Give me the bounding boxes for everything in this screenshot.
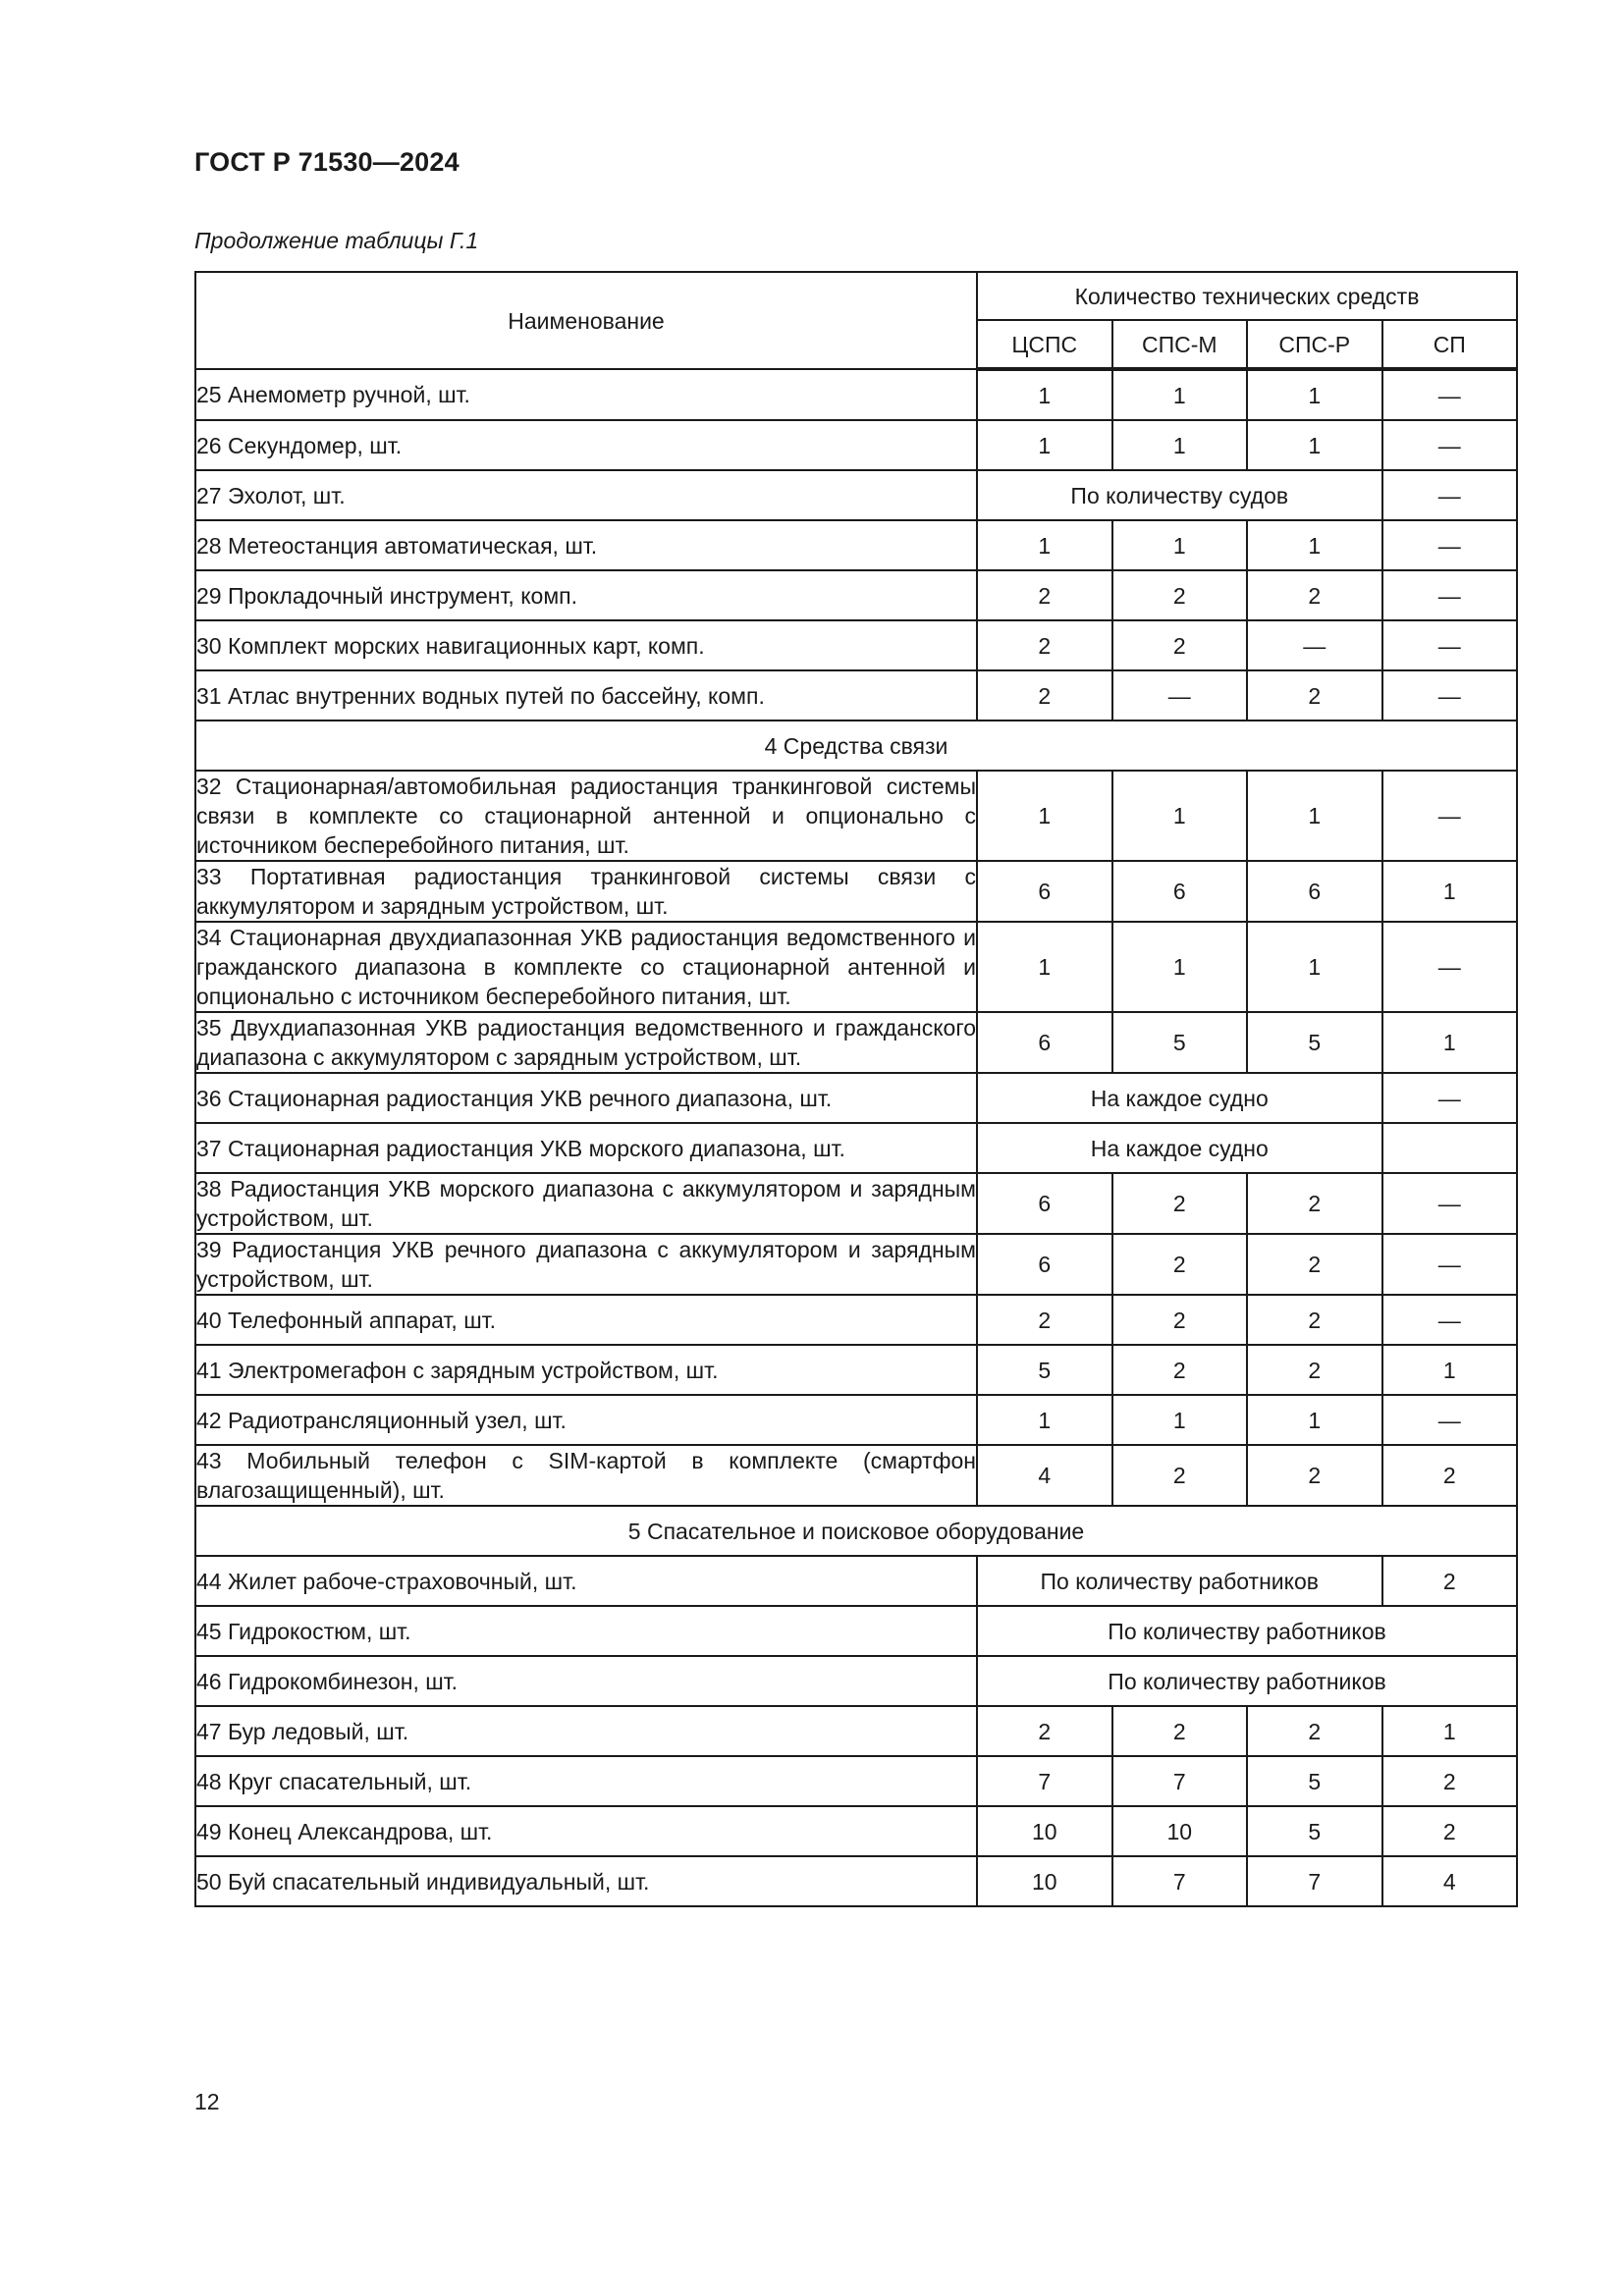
table-row xyxy=(195,1012,1517,1073)
section-row xyxy=(195,721,1517,771)
quantity-cell: На каждое судно xyxy=(977,1123,1382,1173)
item-name: 30 Комплект морских навигационных карт, комп. xyxy=(195,620,977,670)
item-name: 35 Двухдиапазонная УКВ радиостанция ведомственного и гражданского диапазона с аккумулятором с зарядным устройством, шт. xyxy=(195,1012,977,1073)
quantity-cell: 2 xyxy=(1382,1445,1518,1506)
quantity-cell: 2 xyxy=(1247,670,1382,721)
item-name: 28 Метеостанция автоматическая, шт. xyxy=(195,520,977,570)
item-name: 49 Конец Александрова, шт. xyxy=(195,1806,977,1856)
quantity-cell: 1 xyxy=(1247,369,1382,420)
table-row xyxy=(195,1123,1517,1173)
item-name: 48 Круг спасательный, шт. xyxy=(195,1756,977,1806)
quantity-cell: 2 xyxy=(1112,570,1248,620)
table-row xyxy=(195,1395,1517,1445)
quantity-cell: 7 xyxy=(1112,1756,1248,1806)
quantity-cell: 5 xyxy=(1247,1012,1382,1073)
quantity-cell: 2 xyxy=(1247,570,1382,620)
table-row xyxy=(195,922,1517,1012)
quantity-cell: — xyxy=(1112,670,1248,721)
quantity-cell: — xyxy=(1382,670,1518,721)
quantity-cell: 2 xyxy=(1247,1234,1382,1295)
quantity-cell: 1 xyxy=(1112,369,1248,420)
quantity-cell: 1 xyxy=(977,520,1112,570)
table-row xyxy=(195,861,1517,922)
item-name: 40 Телефонный аппарат, шт. xyxy=(195,1295,977,1345)
quantity-cell: 1 xyxy=(1382,1345,1518,1395)
header-sps-m: СПС-М xyxy=(1112,320,1248,369)
quantity-cell: 1 xyxy=(1247,771,1382,861)
table-caption: Продолжение таблицы Г.1 xyxy=(194,228,479,253)
item-name: 36 Стационарная радиостанция УКВ речного диапазона, шт. xyxy=(195,1073,977,1123)
quantity-cell: 2 xyxy=(977,570,1112,620)
quantity-cell: 2 xyxy=(1247,1173,1382,1234)
item-name: 29 Прокладочный инструмент, комп. xyxy=(195,570,977,620)
quantity-cell: 2 xyxy=(977,620,1112,670)
item-name: 39 Радиостанция УКВ речного диапазона с аккумулятором и зарядным устройством, шт. xyxy=(195,1234,977,1295)
header-sp: СП xyxy=(1382,320,1518,369)
table-row xyxy=(195,520,1517,570)
quantity-cell: 10 xyxy=(1112,1806,1248,1856)
item-name: 34 Стационарная двухдиапазонная УКВ радиостанция ведомственного и гражданского диапазона в комплекте со стационарной антенной и опционально с источником бесперебойного питания, шт. xyxy=(195,922,977,1012)
quantity-cell xyxy=(1382,1123,1518,1173)
quantity-cell: 2 xyxy=(1247,1706,1382,1756)
item-name: 25 Анемометр ручной, шт. xyxy=(195,369,977,420)
table-row xyxy=(195,771,1517,861)
quantity-cell: 6 xyxy=(977,1173,1112,1234)
item-name: 37 Стационарная радиостанция УКВ морского диапазона, шт. xyxy=(195,1123,977,1173)
quantity-cell: 5 xyxy=(1247,1756,1382,1806)
quantity-cell: 1 xyxy=(1112,771,1248,861)
quantity-cell: — xyxy=(1382,1395,1518,1445)
quantity-cell: 1 xyxy=(1112,922,1248,1012)
item-name: 33 Портативная радиостанция транкинговой системы связи с аккумулятором и зарядным устройством, шт. xyxy=(195,861,977,922)
item-name: 44 Жилет рабоче-страховочный, шт. xyxy=(195,1556,977,1606)
quantity-cell: 1 xyxy=(1247,520,1382,570)
document-code: ГОСТ Р 71530—2024 xyxy=(194,147,460,177)
quantity-cell: 2 xyxy=(1112,1173,1248,1234)
table-row xyxy=(195,1706,1517,1756)
quantity-cell: 1 xyxy=(1112,420,1248,470)
quantity-cell: 1 xyxy=(1112,1395,1248,1445)
table-row xyxy=(195,1606,1517,1656)
quantity-cell: — xyxy=(1382,420,1518,470)
quantity-cell: 2 xyxy=(1112,620,1248,670)
quantity-cell: 2 xyxy=(977,670,1112,721)
quantity-cell: — xyxy=(1382,771,1518,861)
quantity-cell: По количеству работников xyxy=(977,1656,1517,1706)
table-row xyxy=(195,1756,1517,1806)
quantity-cell: По количеству работников xyxy=(977,1606,1517,1656)
quantity-cell: 2 xyxy=(1112,1445,1248,1506)
table-row xyxy=(195,1856,1517,1906)
page-number: 12 xyxy=(194,2089,220,2114)
quantity-cell: — xyxy=(1382,922,1518,1012)
quantity-cell: 1 xyxy=(1247,922,1382,1012)
quantity-cell: По количеству работников xyxy=(977,1556,1382,1606)
quantity-cell: — xyxy=(1382,1173,1518,1234)
table-row xyxy=(195,1806,1517,1856)
quantity-cell: 10 xyxy=(977,1856,1112,1906)
quantity-cell: 7 xyxy=(1112,1856,1248,1906)
quantity-cell: 2 xyxy=(1382,1806,1518,1856)
table-row xyxy=(195,1295,1517,1345)
section-title: 5 Спасательное и поисковое оборудование xyxy=(195,1506,1517,1556)
quantity-cell: 1 xyxy=(1112,520,1248,570)
quantity-cell: 2 xyxy=(1112,1345,1248,1395)
table-row xyxy=(195,369,1517,420)
quantity-cell: 1 xyxy=(1382,1706,1518,1756)
table-body xyxy=(195,369,1517,1906)
table-row xyxy=(195,1345,1517,1395)
table-row xyxy=(195,1073,1517,1123)
quantity-cell: 2 xyxy=(1112,1706,1248,1756)
quantity-cell: На каждое судно xyxy=(977,1073,1382,1123)
item-name: 26 Секундомер, шт. xyxy=(195,420,977,470)
quantity-cell: 1 xyxy=(977,771,1112,861)
section-row xyxy=(195,1506,1517,1556)
quantity-cell: 6 xyxy=(1112,861,1248,922)
quantity-cell: 4 xyxy=(977,1445,1112,1506)
header-name: Наименование xyxy=(195,272,977,369)
quantity-cell: 7 xyxy=(1247,1856,1382,1906)
quantity-cell: 2 xyxy=(1247,1445,1382,1506)
quantity-cell: 2 xyxy=(1247,1345,1382,1395)
table-row xyxy=(195,670,1517,721)
quantity-cell: — xyxy=(1382,520,1518,570)
table-row xyxy=(195,1445,1517,1506)
quantity-cell: 1 xyxy=(1247,420,1382,470)
table-row xyxy=(195,470,1517,520)
quantity-cell: 6 xyxy=(977,1012,1112,1073)
table-row xyxy=(195,420,1517,470)
equipment-table xyxy=(194,271,1518,1907)
quantity-cell: 5 xyxy=(1247,1806,1382,1856)
quantity-cell: 2 xyxy=(977,1706,1112,1756)
quantity-cell: 1 xyxy=(1247,1395,1382,1445)
quantity-cell: 2 xyxy=(1247,1295,1382,1345)
item-name: 45 Гидрокостюм, шт. xyxy=(195,1606,977,1656)
quantity-cell: — xyxy=(1382,1234,1518,1295)
item-name: 27 Эхолот, шт. xyxy=(195,470,977,520)
quantity-cell: — xyxy=(1382,369,1518,420)
quantity-cell: 1 xyxy=(977,369,1112,420)
quantity-cell: 2 xyxy=(977,1295,1112,1345)
quantity-cell: 2 xyxy=(1112,1234,1248,1295)
quantity-cell: 1 xyxy=(977,922,1112,1012)
quantity-cell: — xyxy=(1382,620,1518,670)
table-row xyxy=(195,620,1517,670)
quantity-cell: — xyxy=(1247,620,1382,670)
quantity-cell: — xyxy=(1382,570,1518,620)
item-name: 41 Электромегафон с зарядным устройством, шт. xyxy=(195,1345,977,1395)
item-name: 32 Стационарная/автомобильная радиостанция транкинговой системы связи в комплекте со стационарной антенной и опционально с источником бесперебойного питания, шт. xyxy=(195,771,977,861)
table-row xyxy=(195,1234,1517,1295)
header-quantity-group: Количество технических средств xyxy=(977,272,1517,320)
table-row xyxy=(195,1173,1517,1234)
item-name: 50 Буй спасательный индивидуальный, шт. xyxy=(195,1856,977,1906)
quantity-cell: 4 xyxy=(1382,1856,1518,1906)
item-name: 46 Гидрокомбинезон, шт. xyxy=(195,1656,977,1706)
header-tsps: ЦСПС xyxy=(977,320,1112,369)
section-title: 4 Средства связи xyxy=(195,721,1517,771)
quantity-cell: 2 xyxy=(1382,1556,1518,1606)
quantity-cell: 1 xyxy=(1382,1012,1518,1073)
header-sps-r: СПС-Р xyxy=(1247,320,1382,369)
item-name: 42 Радиотрансляционный узел, шт. xyxy=(195,1395,977,1445)
quantity-cell: 5 xyxy=(977,1345,1112,1395)
quantity-cell: 7 xyxy=(977,1756,1112,1806)
quantity-cell: 1 xyxy=(1382,861,1518,922)
quantity-cell: — xyxy=(1382,1295,1518,1345)
table-row xyxy=(195,1556,1517,1606)
quantity-cell: — xyxy=(1382,1073,1518,1123)
quantity-cell: По количеству судов xyxy=(977,470,1382,520)
quantity-cell: 1 xyxy=(977,420,1112,470)
item-name: 38 Радиостанция УКВ морского диапазона с аккумулятором и зарядным устройством, шт. xyxy=(195,1173,977,1234)
quantity-cell: 1 xyxy=(977,1395,1112,1445)
item-name: 47 Бур ледовый, шт. xyxy=(195,1706,977,1756)
quantity-cell: 2 xyxy=(1382,1756,1518,1806)
table-row xyxy=(195,570,1517,620)
item-name: 31 Атлас внутренних водных путей по бассейну, комп. xyxy=(195,670,977,721)
quantity-cell: — xyxy=(1382,470,1518,520)
quantity-cell: 2 xyxy=(1112,1295,1248,1345)
quantity-cell: 6 xyxy=(977,861,1112,922)
table-row xyxy=(195,1656,1517,1706)
quantity-cell: 5 xyxy=(1112,1012,1248,1073)
quantity-cell: 10 xyxy=(977,1806,1112,1856)
quantity-cell: 6 xyxy=(1247,861,1382,922)
item-name: 43 Мобильный телефон с SIM-картой в комплекте (смартфон влагозащищенный), шт. xyxy=(195,1445,977,1506)
quantity-cell: 6 xyxy=(977,1234,1112,1295)
